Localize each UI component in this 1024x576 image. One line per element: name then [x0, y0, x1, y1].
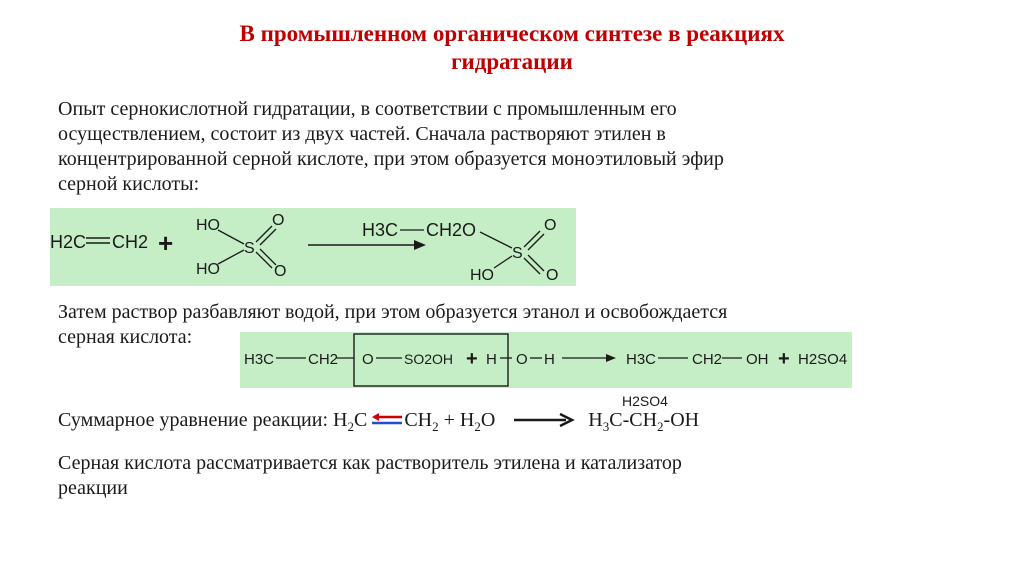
- reaction-scheme-2-drawing: [240, 332, 852, 388]
- reaction-scheme-1: [50, 208, 576, 286]
- so2oh-group: SO2OH: [404, 351, 454, 367]
- ethylene-left: H2C: [50, 232, 87, 252]
- conclusion-paragraph: [58, 451, 958, 501]
- subscript: 3: [602, 419, 610, 434]
- product-mid: C-CH: [609, 409, 658, 431]
- plus-sign: +: [158, 228, 174, 258]
- ethylene-right: CH2: [112, 232, 149, 252]
- ethanol-methylene: CH2: [692, 351, 723, 368]
- title-line-2: гидратации: [451, 49, 573, 74]
- slide-title: [0, 20, 1024, 76]
- product-oxygen-bottom: O: [546, 267, 559, 284]
- subscript: 2: [657, 419, 664, 434]
- oxygen-bottom: O: [274, 263, 287, 280]
- product-methyl: H3C: [362, 220, 399, 240]
- water-oxygen: O: [516, 351, 528, 368]
- reaction-scheme-2: [240, 332, 852, 388]
- summary-ch: CH: [404, 409, 433, 431]
- step2-line: Затем раствор разбавляют водой, при этом образуется этанол и освобождается: [58, 301, 728, 323]
- subscript: 2: [432, 419, 439, 434]
- product-end: -OH: [663, 409, 700, 431]
- product-ch2o: CH2O: [426, 220, 477, 240]
- step2-line: серная кислота:: [58, 326, 193, 348]
- summary-label: Суммарное уравнение реакции: H: [58, 409, 348, 431]
- methyl-group: H3C: [244, 351, 275, 368]
- methylene-group: CH2: [308, 351, 339, 368]
- plus-sign-2: +: [778, 348, 790, 370]
- intro-line: осуществлением, состоит из двух частей. Сначала растворяют этилен в: [58, 123, 666, 145]
- product-h: H: [588, 409, 603, 431]
- hydroxyl-bottom: HO: [196, 261, 220, 278]
- product-oxygen-top: O: [544, 217, 557, 234]
- water-hydrogen-1: H: [486, 351, 497, 368]
- conclusion-line: реакции: [58, 477, 128, 499]
- summary-carbon: C: [353, 409, 368, 431]
- intro-paragraph: [58, 97, 958, 197]
- sulfuric-acid: H2SO4: [798, 351, 848, 368]
- hydroxyl-top: HO: [196, 217, 220, 234]
- summary-water-h: + H: [438, 409, 475, 431]
- water-hydrogen-2: H: [544, 351, 555, 368]
- subscript: 2: [347, 419, 354, 434]
- plus-sign-1: +: [466, 348, 478, 370]
- summary-equation: [58, 408, 699, 439]
- conclusion-line: Серная кислота рассматривается как растворитель этилена и катализатор: [58, 452, 682, 474]
- ethanol-hydroxyl: OH: [746, 351, 769, 368]
- oxygen-top: O: [272, 212, 285, 229]
- sulfur-atom: S: [244, 240, 255, 257]
- product-hydroxyl: HO: [470, 267, 494, 284]
- title-line-1: В промышленном органическом синтезе в реакциях: [239, 21, 785, 46]
- reaction-arrow-icon: [514, 412, 576, 428]
- catalyst-label: H2SO4: [622, 393, 668, 409]
- ester-oxygen: O: [362, 351, 374, 368]
- product-sulfur: S: [512, 245, 523, 262]
- intro-line: концентрированной серной кислоте, при этом образуется моноэтиловый эфир: [58, 148, 724, 170]
- reaction-scheme-1-drawing: [50, 208, 576, 286]
- summary-water-o: O: [480, 409, 496, 431]
- intro-line: Опыт сернокислотной гидратации, в соответствии с промышленным его: [58, 98, 677, 120]
- equilibrium-arrows-icon: [370, 412, 404, 428]
- intro-line: серной кислоты:: [58, 173, 200, 195]
- subscript: 2: [474, 419, 481, 434]
- ethanol-methyl: H3C: [626, 351, 657, 368]
